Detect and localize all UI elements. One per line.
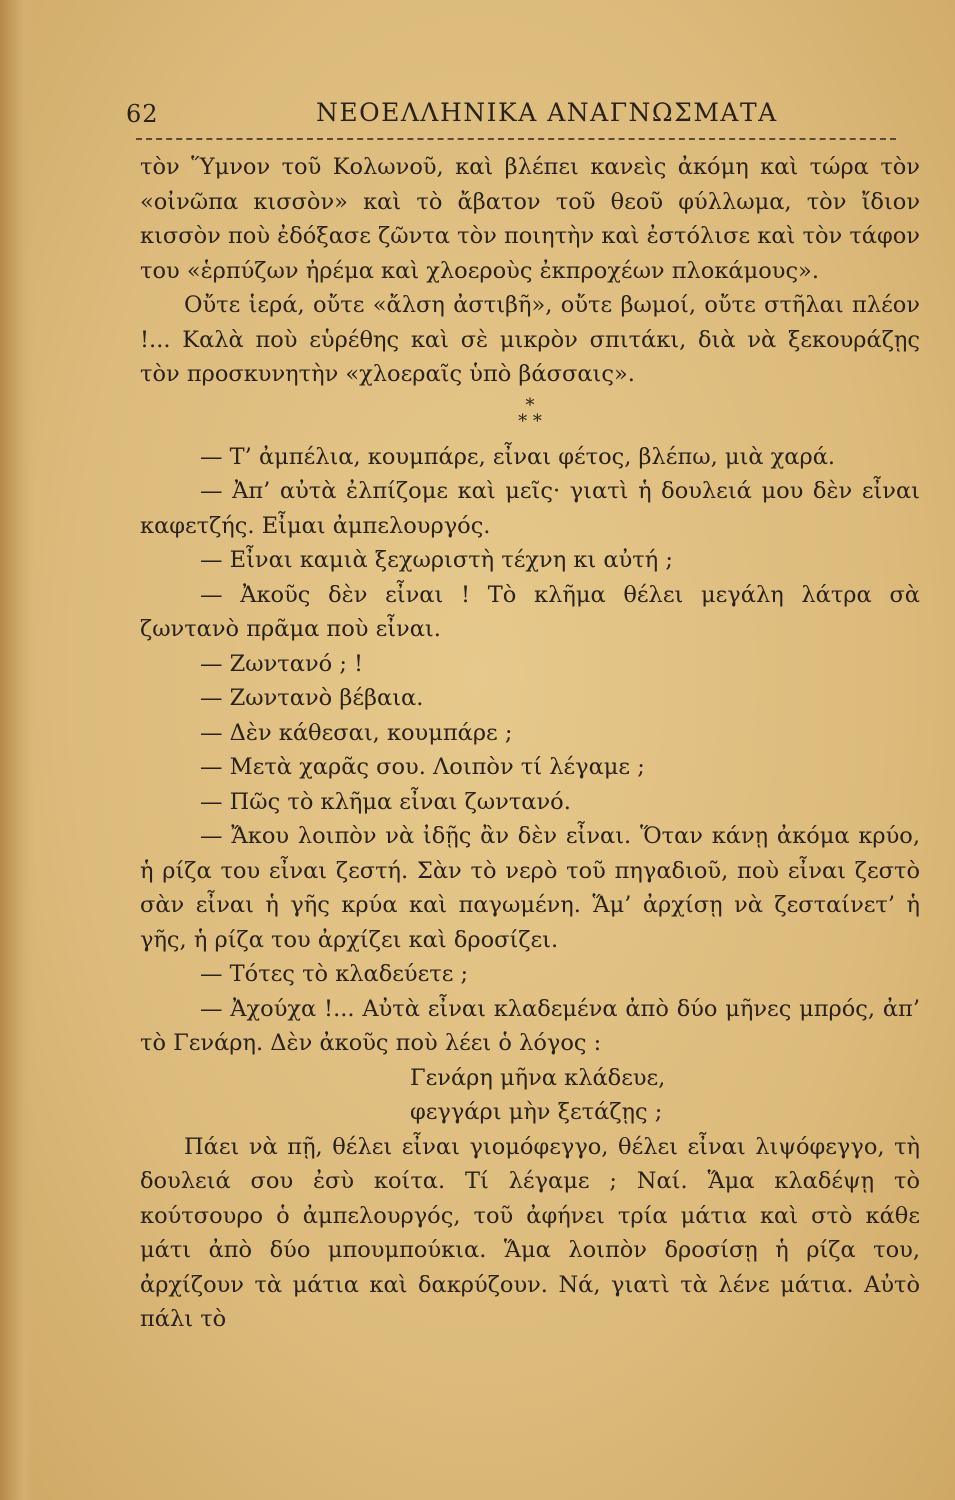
verse-block [140, 1061, 920, 1130]
paragraph: Πάει νὰ πῇ, θέλει εἶναι γιομόφεγγο, θέλει εἶναι λιψόφεγγο, τὴ δουλειά σου ἐσὺ κοίτα. Τί λέγαμε ; Ναί. Ἅμα κλαδέψῃ τὸ κούτσουρο ὁ ἀμπελουργός, τοῦ ἀφήνει τρία μάτια καὶ στὸ κάθε μάτι ἀπὸ δύο μπουμπούκια. Ἅμα λοιπὸν δροσίσῃ ἡ ρίζα του, ἀρχίζουν τὰ μάτια καὶ δακρύζουν. Νά, γιατὶ τὰ λένε μάτια. Αὐτὸ πάλι τὸ [140, 1133, 920, 1332]
dialogue-line: — Πῶς τὸ κλῆμα εἶναι ζωντανό. [200, 788, 571, 815]
page-header [126, 92, 916, 136]
verse-line: Γενάρη μῆνα κλάδευε, [410, 1064, 666, 1091]
dialogue-line: — Εἶναι καμιὰ ξεχωριστὴ τέχνη κι αὐτή ; [200, 547, 673, 573]
dialogue-line: — Τότες τὸ κλαδεύετε ; [200, 961, 469, 987]
dialogue-line: — Μετὰ χαρᾶς σου. Λοιπὸν τί λέγαμε ; [200, 754, 645, 780]
dialogue-line: — Ζωντανὸ βέβαια. [200, 685, 424, 711]
dialogue-line: — Δὲν κάθεσαι, κουμπάρε ; [200, 719, 513, 746]
header-rule [136, 138, 896, 140]
paragraph: τὸν Ὕμνον τοῦ Κολωνοῦ, καὶ βλέπει κανεὶς ἀκόμη καὶ τώρα τὸν «οἰνῶπα κισσὸν» καὶ τὸ ἄβατον τοῦ θεοῦ φύλλωμα, τὸν ἴδιον κισσὸν ποὺ ἐδόξασε ζῶντα τὸν ποιητὴν καὶ ἐστόλισε καὶ τὸν τάφον του «ἑρπύζων ἠρέμα καὶ χλοεροὺς ἐκπροχέων πλοκάμους». [140, 154, 920, 284]
dialogue-line: — Ζωντανό ; ! [200, 650, 364, 677]
dialogue-line: — Ἀχούχα !... Αὐτὰ εἶναι κλαδεμένα ἀπὸ δύο μῆνες μπρός, ἀπ’ τὸ Γενάρη. Δὲν ἀκοῦς ποὺ λέει ὁ λόγος : [140, 995, 920, 1056]
page-number: 62 [126, 100, 159, 128]
section-break-asterisks [140, 394, 920, 432]
dialogue-line: — Ἄκου λοιπὸν νὰ ἰδῇς ἂν δὲν εἶναι. Ὅταν κάνῃ ἀκόμα κρύο, ἡ ρίζα του εἶναι ζεστή. Σὰν τὸ νερὸ τοῦ πηγαδιοῦ, ποὺ εἶναι ζεστὸ σὰν εἶναι ἡ γῆς κρύα καὶ παγωμένη. Ἅμ’ ἀρχίσῃ νὰ ζεσταίνετ’ ἡ γῆς, ἡ ρίζα του ἀρχίζει καὶ δροσίζει. [140, 823, 920, 953]
asterisk-top: * [525, 394, 535, 416]
verse-line: φεγγάρι μὴν ξετάζῃς ; [410, 1099, 663, 1125]
paragraph: Οὔτε ἱερά, οὔτε «ἄλση ἀστιβῆ», οὔτε βωμοί, οὔτε στῆλαι πλέον !... Καλὰ ποὺ εὑρέθης καὶ σὲ μικρὸν σπιτάκι, διὰ νὰ ξεκουράζῃς τὸν προσκυνητὴν «χλοεραῖς ὑπὸ βάσσαις». [140, 292, 920, 387]
dialogue-line: — Τ’ ἀμπέλια, κουμπάρε, εἶναι φέτος, βλέπω, μιὰ χαρά. [200, 443, 836, 470]
asterisk-bottom: * * [518, 410, 542, 432]
page-binding-shadow [0, 0, 34, 1500]
running-title: ΝΕΟΕΛΛΗΝΙΚΑ ΑΝΑΓΝΩΣΜΑΤΑ [316, 98, 778, 127]
page-body [140, 150, 920, 1337]
dialogue-line: — Ἀπ’ αὐτὰ ἐλπίζομε καὶ μεῖς· γιατὶ ἡ δουλειά μου δὲν εἶναι καφετζής. Εἶμαι ἀμπελουργός. [140, 478, 920, 539]
dialogue-line: — Ἀκοῦς δὲν εἶναι ! Τὸ κλῆμα θέλει μεγάλη λάτρα σὰ ζωντανὸ πρᾶμα ποὺ εἶναι. [140, 581, 920, 642]
